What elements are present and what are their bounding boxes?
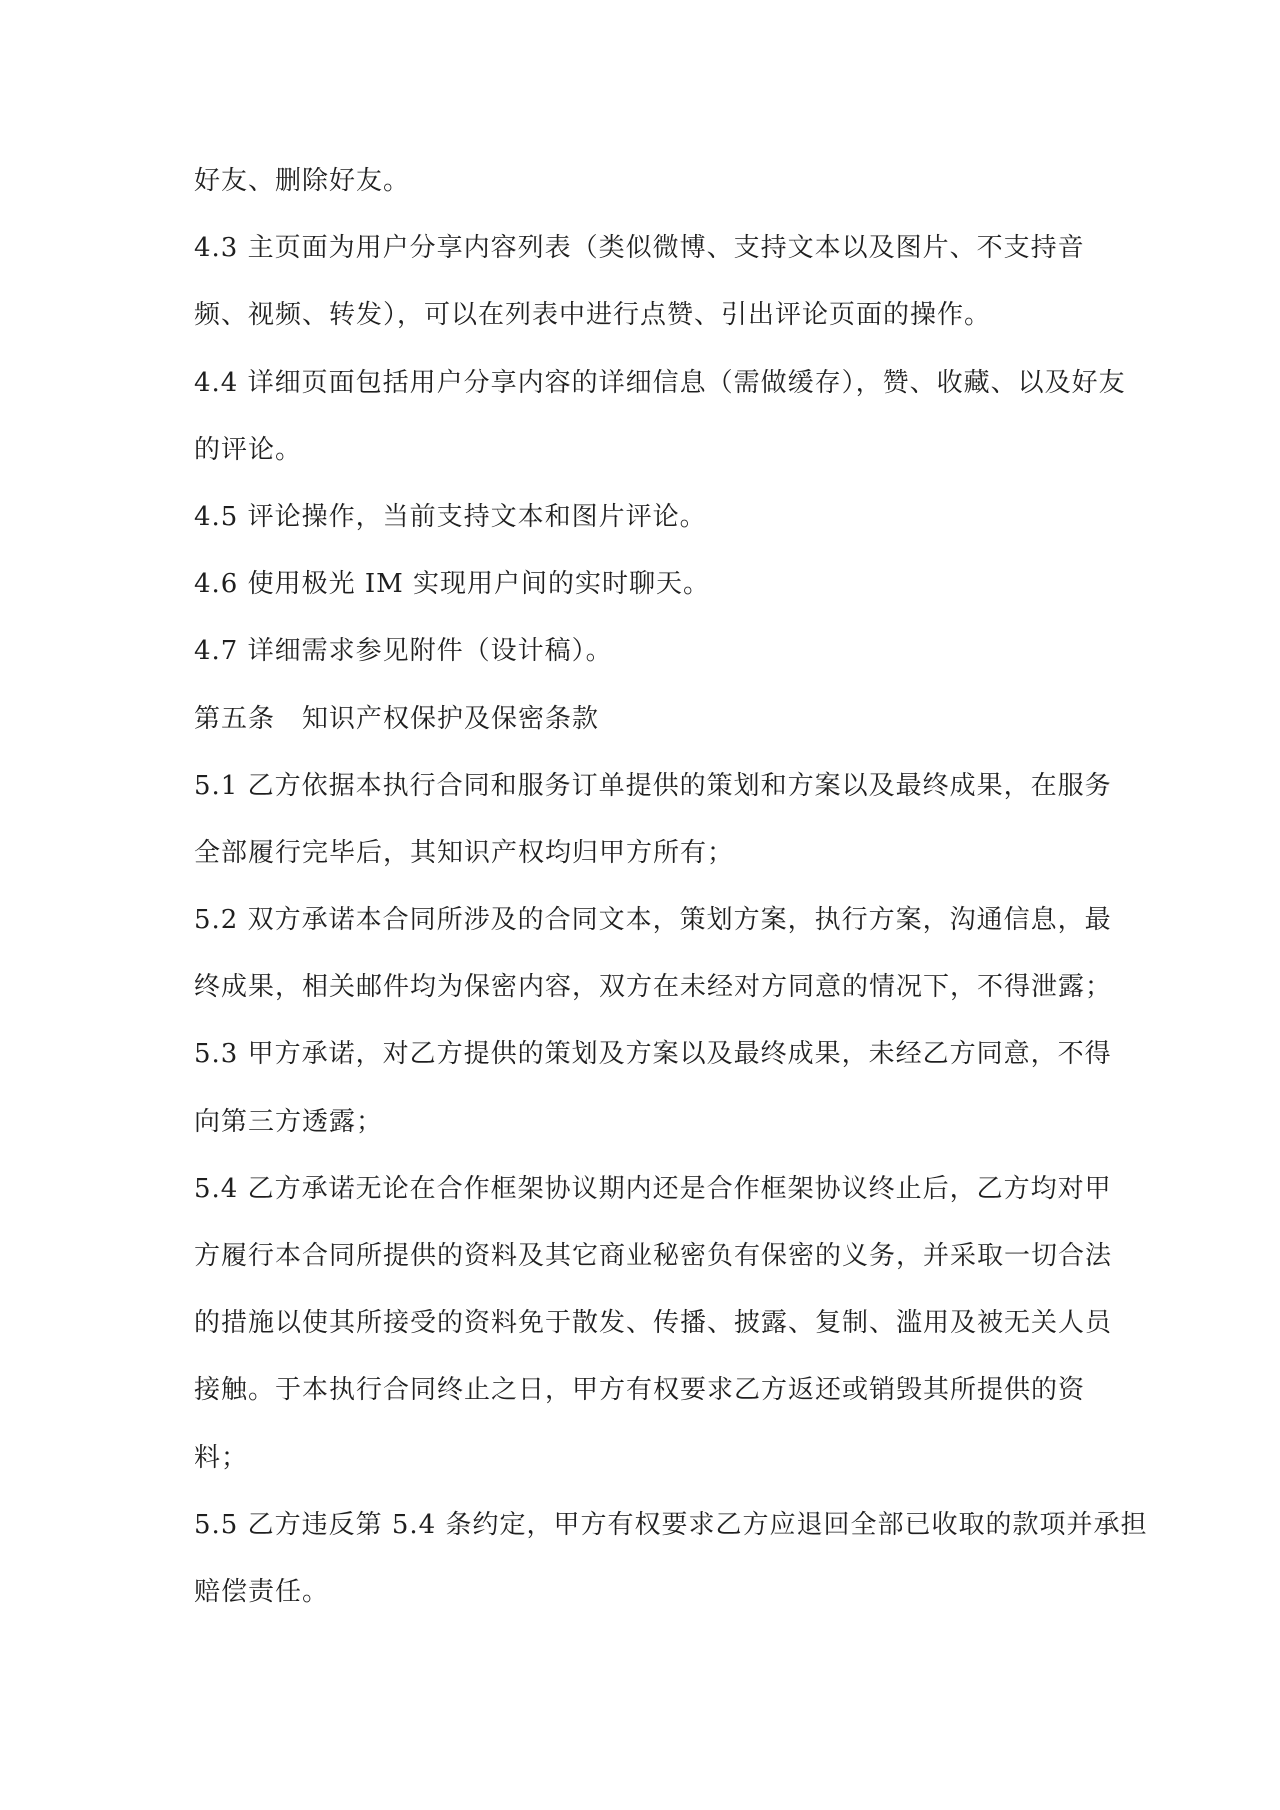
- text-line: 频、视频、转发），可以在列表中进行点赞、引出评论页面的操作。: [194, 300, 992, 331]
- text-line: 4.4 详细页面包括用户分享内容的详细信息（需做缓存），赞、收藏、以及好友: [194, 367, 1126, 398]
- text-line: 赔偿责任。: [194, 1576, 330, 1607]
- section-heading: 第五条 知识产权保护及保密条款: [194, 703, 600, 734]
- text-line: 向第三方透露；: [194, 1106, 384, 1137]
- text-line: 4.5 评论操作，当前支持文本和图片评论。: [194, 501, 707, 532]
- text-line: 5.1 乙方依据本执行合同和服务订单提供的策划和方案以及最终成果，在服务: [194, 770, 1112, 801]
- text-line: 5.3 甲方承诺，对乙方提供的策划及方案以及最终成果，未经乙方同意，不得: [194, 1039, 1112, 1070]
- text-line: 4.7 详细需求参见附件（设计稿）。: [194, 636, 613, 667]
- text-line: 5.2 双方承诺本合同所涉及的合同文本，策划方案，执行方案，沟通信息，最: [194, 905, 1112, 936]
- text-line: 4.6 使用极光 IM 实现用户间的实时聊天。: [194, 569, 711, 600]
- text-line: 4.3 主页面为用户分享内容列表（类似微博、支持文本以及图片、不支持音: [194, 233, 1085, 264]
- text-line: 的措施以使其所接受的资料免于散发、传播、披露、复制、滥用及被无关人员: [194, 1308, 1113, 1339]
- text-line: 好友、删除好友。: [194, 166, 411, 196]
- document-body: [194, 164, 1148, 1642]
- text-line: 的评论。: [194, 434, 303, 465]
- text-line: 5.4 乙方承诺无论在合作框架协议期内还是合作框架协议终止后，乙方均对甲: [194, 1173, 1112, 1204]
- text-line: 接触。于本执行合同终止之日，甲方有权要求乙方返还或销毁其所提供的资: [194, 1375, 1086, 1406]
- text-line: 料；: [194, 1442, 249, 1473]
- text-line: 方履行本合同所提供的资料及其它商业秘密负有保密的义务，并采取一切合法: [194, 1241, 1113, 1271]
- text-line: 终成果，相关邮件均为保密内容，双方在未经对方同意的情况下，不得泄露；: [194, 972, 1113, 1003]
- text-line: 全部履行完毕后，其知识产权均归甲方所有；: [194, 837, 735, 868]
- text-line: 5.5 乙方违反第 5.4 条约定，甲方有权要求乙方应退回全部已收取的款项并承担: [194, 1509, 1148, 1540]
